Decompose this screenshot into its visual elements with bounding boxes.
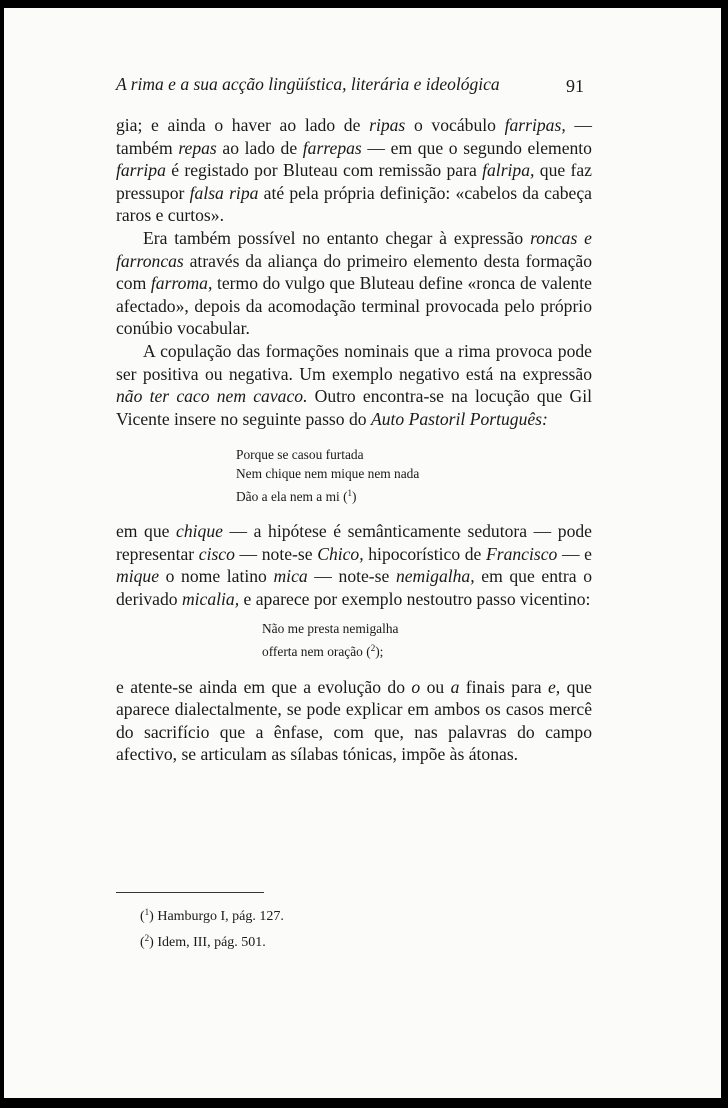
paragraph-1: gia; e ainda o haver ao lado de ripas o vocábulo farripas, — também repas ao lado de farrepas — em que o segundo elemento farripa é registado por Bluteau com remissão para falripa, que faz pressupor falsa ripa até pela própria definição: «cabelos da cabeça raros e curtos».: [116, 115, 592, 226]
verse-quote-1: [236, 446, 592, 506]
footnotes: [140, 902, 284, 953]
footnote-rule: [116, 892, 264, 893]
running-head: [116, 74, 606, 95]
verse-line: Dão a ela nem a mi ($^1$): [236, 487, 357, 504]
paragraph-5: e atente-se ainda em que a evolução do o ou a finais para e, que aparece dialectalmente, se pode explicar em ambos os casos mercê do sacrifício que a ênfase, com que, nas palavras do campo afectivo, se articulam as sílabas tónicas, impõe às átonas.: [116, 676, 592, 765]
footnote: ($^1$) Hamburgo I, pág. 127.: [140, 907, 284, 924]
page: [4, 8, 721, 1098]
verse-line: offerta nem oração ($^2$);: [262, 643, 384, 660]
paragraph-2: Era também possível no entanto chegar à expressão roncas e farroncas através da aliança do primeiro elemento desta formação com farroma, termo do vulgo que Bluteau define «ronca de valente afectado», depois da acomodação terminal provocada pelo próprio conúbio vocabular.: [116, 227, 592, 339]
verse-line: Nem chique nem mique nem nada: [236, 465, 420, 481]
verse-line: Não me presta nemigalha: [262, 621, 399, 637]
paragraph-4: em que chique — a hipótese é semânticamente sedutora — pode representar cisco — note-se Chico, hipocorístico de Francisco — e mique o nome latino mica — note-se nemigalha, em que entra o derivado micalia, e aparece por exemplo nestoutro passo vicentino:: [116, 521, 592, 609]
running-head-title: A rima e a sua acção lingüística, literária e ideológica: [116, 74, 500, 94]
footnote: ($^2$) Idem, III, pág. 501.: [140, 932, 266, 950]
verse-quote-2: [262, 620, 592, 661]
paragraph-3: A copulação das formações nominais que a rima provoca pode ser positiva ou negativa. Um exemplo negativo está na expressão não ter caco nem cavaco. Outro encontra-se na locução que Gil Vicente insere no seguinte passo do Auto Pastoril Português:: [116, 340, 592, 429]
verse-line: Porque se casou furtada: [236, 447, 364, 463]
body-text: [116, 114, 592, 766]
page-number: 91: [566, 76, 584, 96]
